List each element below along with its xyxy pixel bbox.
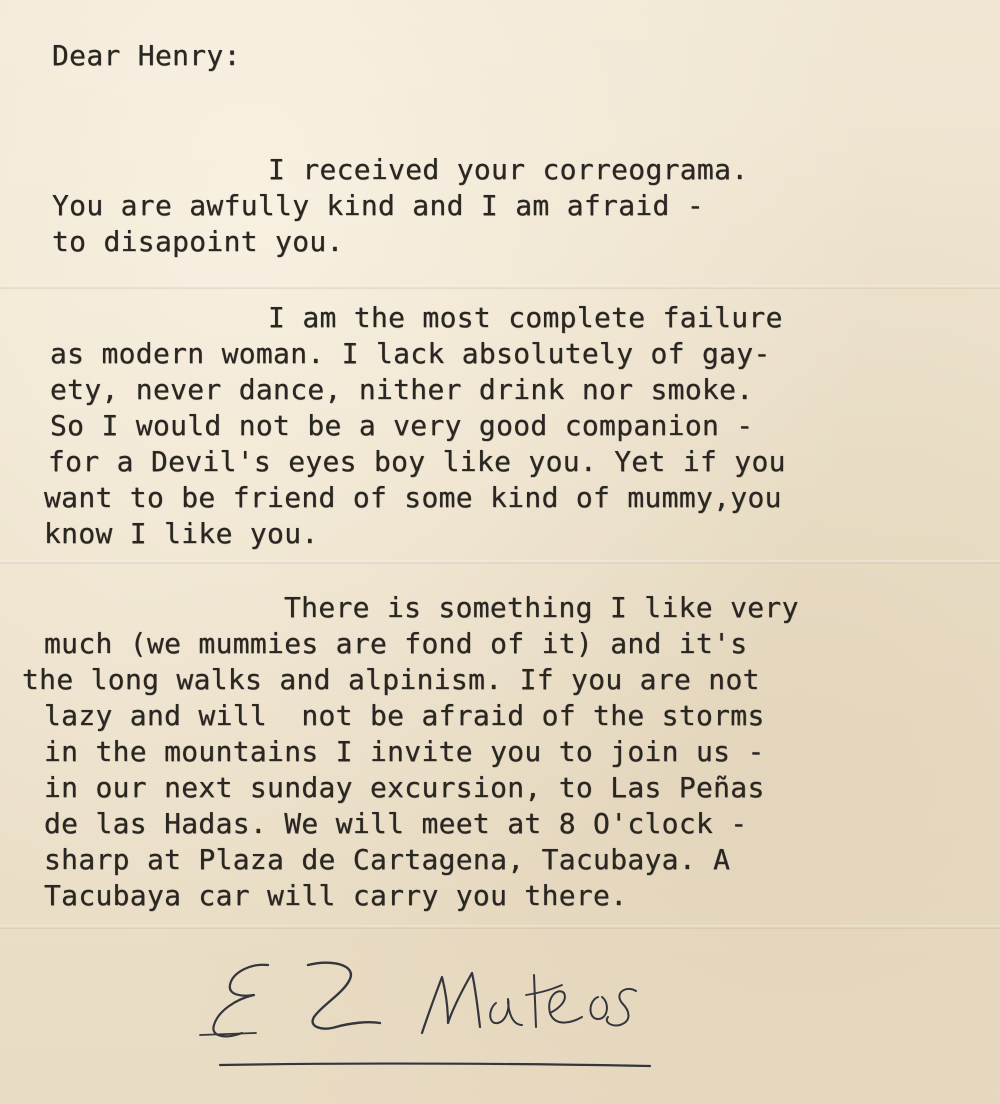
paragraph-3-line: There is something I like very xyxy=(284,591,799,624)
paragraph-2-line: as modern woman. I lack absolutely of gay- xyxy=(50,337,771,370)
paragraph-3-line: lazy and will not be afraid of the storms xyxy=(44,699,765,732)
paragraph-3-line: in our next sunday excursion, to Las Peñas xyxy=(44,771,765,804)
salutation: Dear Henry: xyxy=(52,39,241,72)
paragraph-2-line: I am the most complete failure xyxy=(268,301,783,334)
paragraph-2-line: So I would not be a very good companion - xyxy=(50,409,754,442)
paragraph-2-line: know I like you. xyxy=(44,517,319,550)
paragraph-1-line: You are awfully kind and I am afraid - xyxy=(52,189,704,222)
paragraph-2-line: for a Devil's eyes boy like you. Yet if you xyxy=(48,445,786,478)
paragraph-2-line: want to be friend of some kind of mummy,you xyxy=(44,481,782,514)
paragraph-1-line: to disapoint you. xyxy=(52,225,344,258)
paper-fold-crease xyxy=(0,285,1000,289)
paragraph-3-line: much (we mummies are fond of it) and it's xyxy=(44,627,748,660)
handwritten-signature xyxy=(190,935,690,1085)
paragraph-3-line: sharp at Plaza de Cartagena, Tacubaya. A xyxy=(44,843,731,876)
paragraph-3-line: the long walks and alpinism. If you are not xyxy=(22,663,760,696)
paper-fold-crease xyxy=(0,560,1000,564)
paragraph-2-line: ety, never dance, nither drink nor smoke. xyxy=(50,373,754,406)
paragraph-1-line: I received your correograma. xyxy=(268,153,749,186)
paper-fold-crease xyxy=(0,925,1000,929)
paragraph-3-line: Tacubaya car will carry you there. xyxy=(44,879,628,912)
paragraph-3-line: in the mountains I invite you to join us - xyxy=(44,735,765,768)
paragraph-3-line: de las Hadas. We will meet at 8 O'clock - xyxy=(44,807,748,840)
